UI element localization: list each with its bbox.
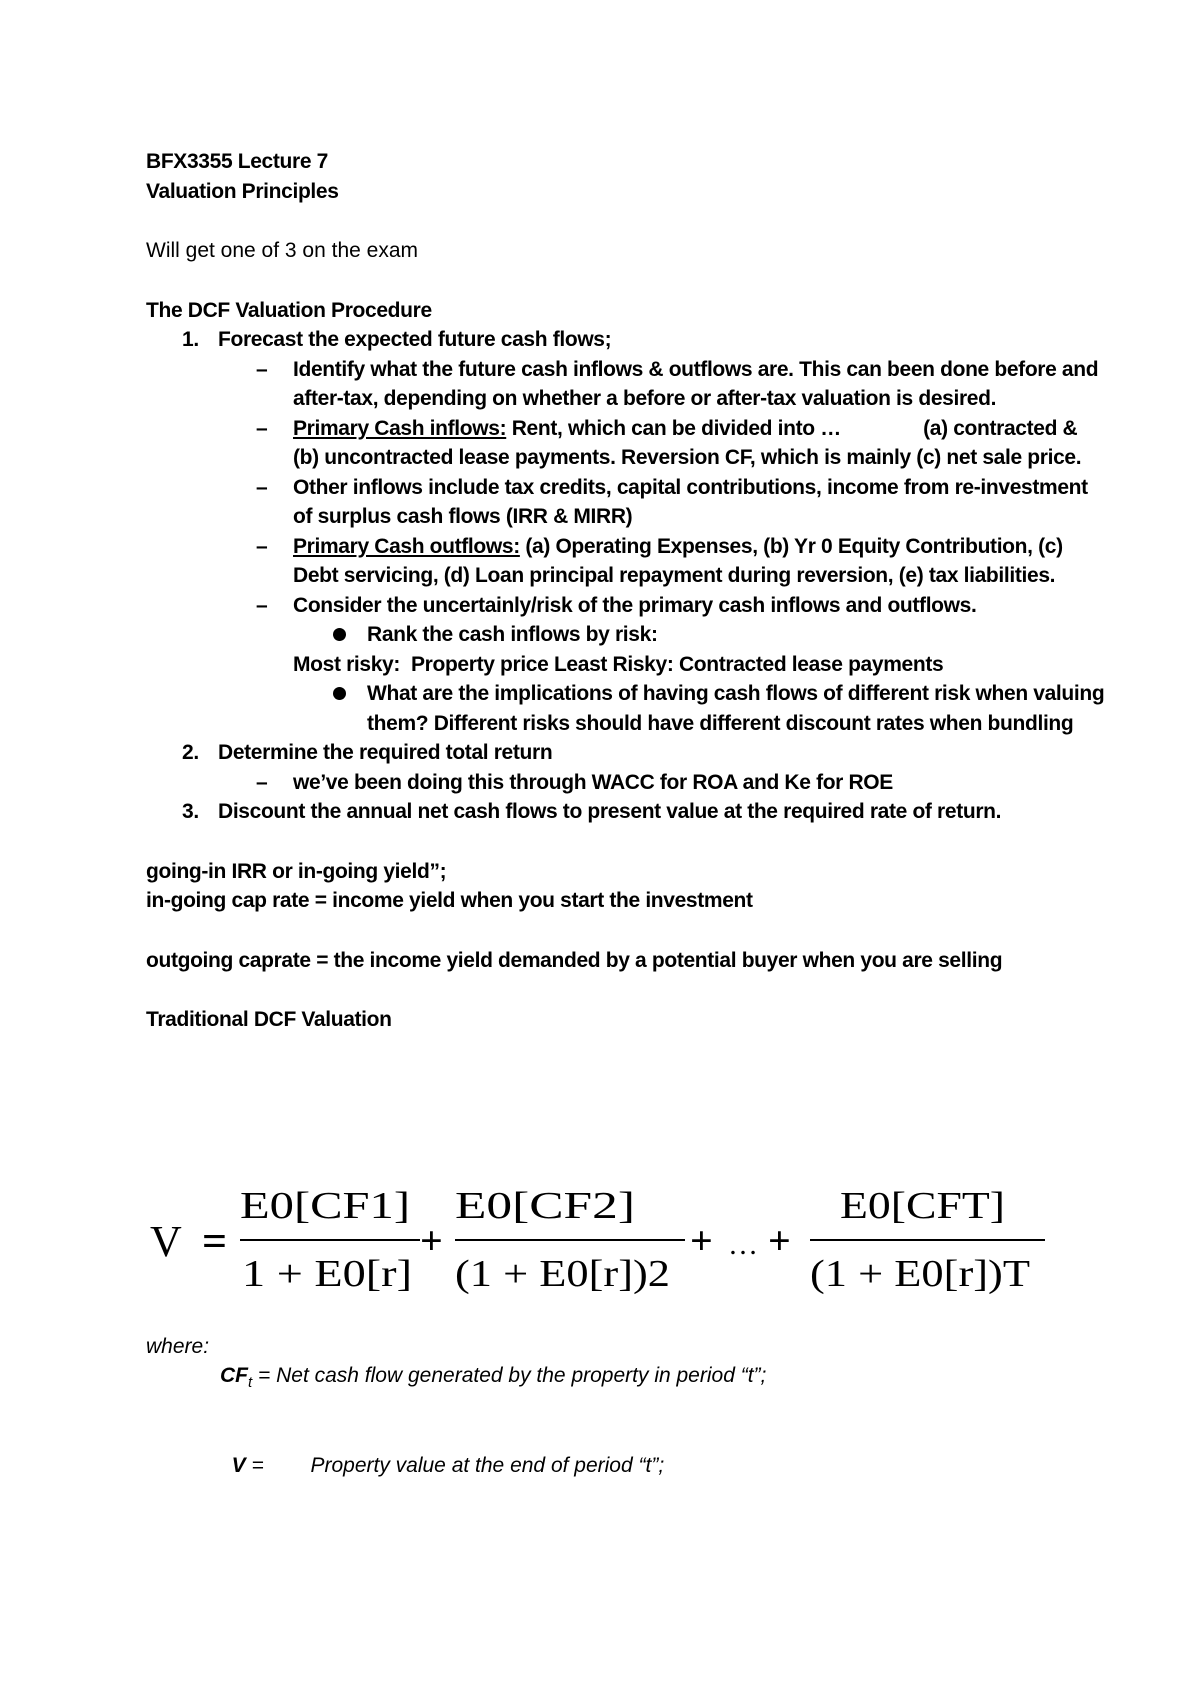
lecture-topic: Valuation Principles bbox=[146, 179, 339, 203]
plus-sign: + bbox=[420, 1218, 443, 1263]
where-label: where: bbox=[146, 1335, 210, 1358]
primary-outflows-label: Primary Cash outflows: bbox=[293, 534, 520, 558]
dcf-formula bbox=[150, 1168, 1070, 1318]
plus-sign: + bbox=[690, 1218, 713, 1263]
formula-lhs: V bbox=[150, 1217, 182, 1266]
step-2 bbox=[146, 738, 1106, 768]
step-2-number: 2. bbox=[182, 741, 199, 764]
step-1-sub-3: – Other inflows include tax credits, capital contributions, income from re-investment of surplus cash flows (IRR & MIRR) bbox=[256, 475, 1088, 528]
step-3-text: Discount the annual net cash flows to present value at the required rate of return. bbox=[218, 800, 1002, 823]
term-2-numerator: E0[CF2] bbox=[455, 1185, 635, 1227]
going-in-irr-line: going-in IRR or in-going yield”; bbox=[146, 859, 447, 883]
term-t-numerator: E0[CFT] bbox=[840, 1185, 1005, 1227]
step-3-number: 3. bbox=[182, 800, 199, 823]
course-title: BFX3355 Lecture 7 bbox=[146, 150, 328, 173]
step-2-text: Determine the required total return bbox=[218, 741, 553, 764]
step-1-sub-2: – Primary Cash inflows: Rent, which can be divided into … (a) contracted & (b) uncontracted lease payments. Reversion CF, which is mainly (c) net sale price. bbox=[256, 416, 1083, 469]
primary-inflows-label: Primary Cash inflows: bbox=[293, 416, 507, 440]
in-going-cap-rate-line: in-going cap rate = income yield when you start the investment bbox=[146, 889, 753, 912]
step-3 bbox=[146, 797, 1106, 827]
outgoing-cap-rate-line: outgoing caprate = the income yield demanded by a potential buyer when you are selling bbox=[146, 948, 1003, 972]
definition-cf: $CF_t$ = Net cash flow generated by the property in period “t”; bbox=[220, 1364, 767, 1392]
bullet-rank-risk: Rank the cash inflows by risk: bbox=[146, 620, 1106, 650]
plus-sign: + bbox=[768, 1218, 791, 1263]
step-2-sub-1: – we’ve been doing this through WACC for ROA and Ke for ROE bbox=[256, 770, 893, 794]
step-1-text: Forecast the expected future cash flows; bbox=[218, 328, 612, 351]
step-1-number: 1. bbox=[182, 328, 199, 351]
exam-note: Will get one of 3 on the exam bbox=[146, 239, 418, 262]
bullet-implications: What are the implications of having cash flows of different risk when valuing them? Different risks should have different discount rates when bundling bbox=[146, 679, 1106, 738]
term-1-numerator: E0[CF1] bbox=[240, 1185, 410, 1227]
step-1-sub-5: – Consider the uncertainly/risk of the primary cash inflows and outflows. bbox=[256, 593, 977, 617]
risk-line: Most risky: Property price Least Risky: Contracted lease payments bbox=[293, 652, 944, 676]
term-t-denominator: (1 + E0[r])T bbox=[810, 1253, 1030, 1295]
step-1-sub-4: – Primary Cash outflows: (a) Operating Expenses, (b) Yr 0 Equity Contribution, (c) Debt servicing, (d) Loan principal repayment during reversion, (e) tax liabilities. bbox=[256, 534, 1063, 587]
definition-v: V = Property value at the end of period “t”; bbox=[231, 1453, 665, 1477]
formula-equals: = bbox=[202, 1217, 228, 1266]
bullet-icon bbox=[333, 620, 367, 650]
term-1-denominator: 1 + E0[r] bbox=[242, 1253, 412, 1295]
step-1 bbox=[146, 325, 1106, 355]
formula-heading: Traditional DCF Valuation bbox=[146, 1008, 392, 1031]
procedure-heading: The DCF Valuation Procedure bbox=[146, 298, 432, 322]
bullet-icon bbox=[333, 679, 367, 738]
formula-ellipsis: … bbox=[728, 1228, 758, 1261]
term-2-denominator: (1 + E0[r])2 bbox=[455, 1253, 670, 1295]
document-body bbox=[146, 147, 1106, 1035]
step-1-sub-1: – Identify what the future cash inflows & outflows are. This can been done before and after-tax, depending on whether a before or after-tax valuation is desired. bbox=[256, 357, 1099, 410]
